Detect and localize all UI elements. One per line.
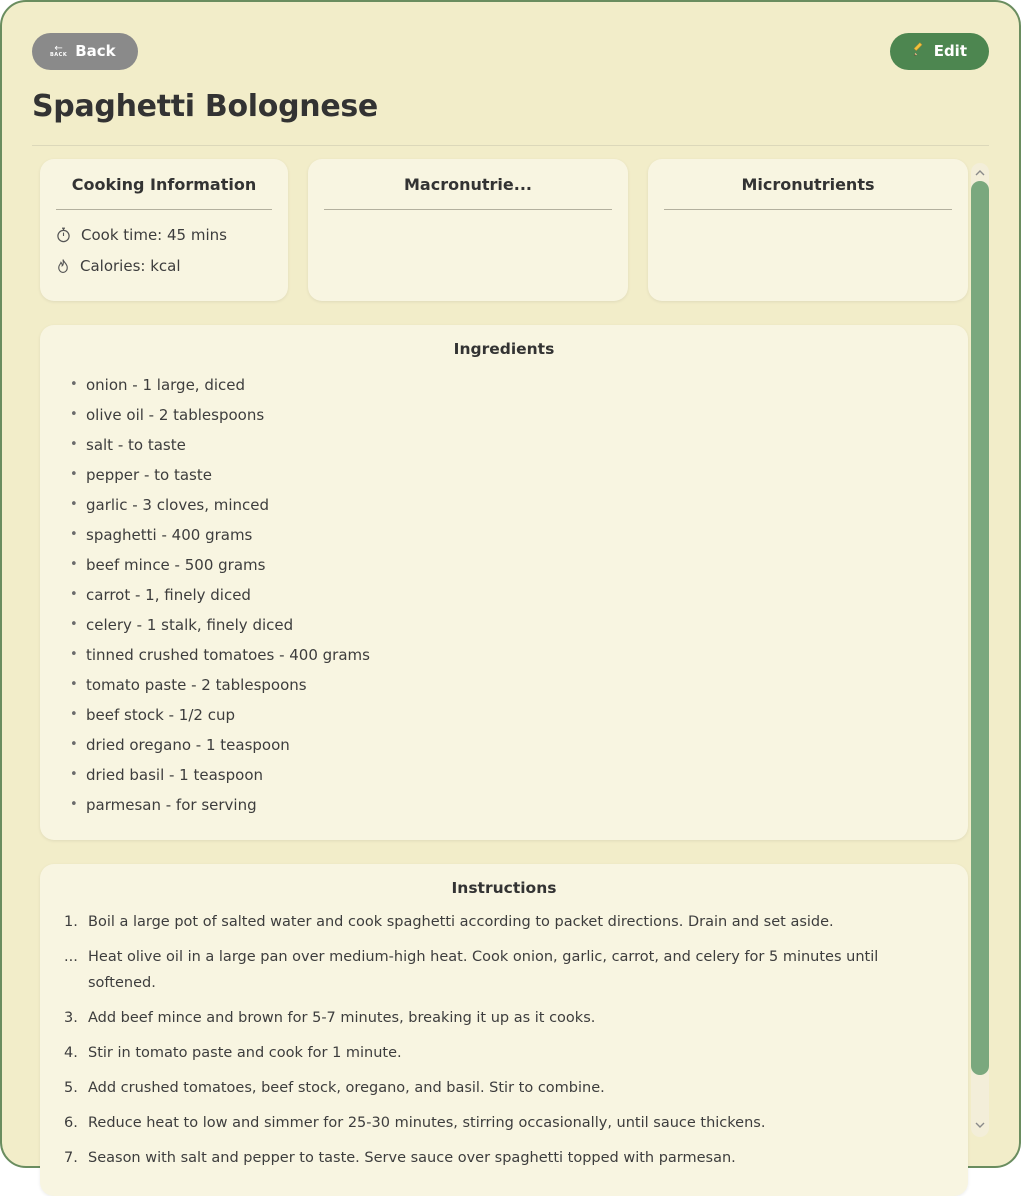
pencil-icon	[912, 44, 926, 58]
instruction-text: Heat olive oil in a large pan over medium-high heat. Cook onion, garlic, carrot, and celery for 5 minutes until softened.	[88, 949, 879, 991]
instruction-text: Stir in tomato paste and cook for 1 minute.	[88, 1045, 402, 1061]
back-icon: ← BACK	[50, 42, 68, 58]
instruction-item	[64, 1005, 944, 1031]
ingredient-item: • olive oil - 2 tablespoons	[64, 404, 944, 434]
topbar	[32, 32, 989, 70]
back-button[interactable]	[32, 33, 138, 70]
instruction-text: Add beef mince and brown for 5-7 minutes, breaking it up as it cooks.	[88, 1010, 596, 1026]
instruction-item	[64, 909, 944, 935]
instruction-item	[64, 944, 944, 996]
cooking-information-card	[40, 159, 288, 301]
ingredient-item: • tinned crushed tomatoes - 400 grams	[64, 644, 944, 674]
ingredients-card	[40, 325, 968, 840]
scrollbar[interactable]	[971, 163, 989, 1137]
instruction-text: Reduce heat to low and simmer for 25-30 minutes, stirring occasionally, until sauce thickens.	[88, 1115, 766, 1131]
ingredient-item: • dried basil - 1 teaspoon	[64, 764, 944, 794]
instructions-card	[40, 864, 968, 1196]
ingredient-item: • carrot - 1, finely diced	[64, 584, 944, 614]
ingredient-item: • pepper - to taste	[64, 464, 944, 494]
micronutrients-card	[648, 159, 968, 301]
macronutrients-card	[308, 159, 628, 301]
scroll-region	[32, 159, 989, 1166]
instructions-title: Instructions	[451, 879, 557, 897]
cooking-information-title: Cooking Information	[71, 175, 257, 194]
ingredients-title: Ingredients	[453, 340, 555, 358]
ingredient-item: • spaghetti - 400 grams	[64, 524, 944, 554]
card-divider	[56, 209, 272, 210]
instruction-marker: 1.	[64, 914, 78, 930]
instruction-text: Season with salt and pepper to taste. Serve sauce over spaghetti topped with parmesan.	[88, 1150, 736, 1166]
timer-icon	[56, 227, 71, 243]
instruction-item	[64, 1110, 944, 1136]
header-divider	[32, 145, 989, 146]
instruction-item	[64, 1075, 944, 1101]
instruction-marker: 6.	[64, 1115, 78, 1131]
ingredients-list	[64, 374, 944, 824]
ingredient-item: • celery - 1 stalk, finely diced	[64, 614, 944, 644]
ingredient-item: • parmesan - for serving	[64, 794, 944, 824]
cook-time-text: Cook time: 45 mins	[81, 226, 227, 244]
instruction-text: Add crushed tomatoes, beef stock, oregano, and basil. Stir to combine.	[88, 1080, 605, 1096]
calories-row	[56, 257, 272, 275]
ingredient-item: • onion - 1 large, diced	[64, 374, 944, 404]
card-divider	[324, 209, 612, 210]
instruction-text: Boil a large pot of salted water and cook spaghetti according to packet directions. Drain and set aside.	[88, 914, 834, 930]
instruction-marker: 4.	[64, 1045, 78, 1061]
scroll-up-button[interactable]	[971, 165, 989, 181]
ingredient-item: • garlic - 3 cloves, minced	[64, 494, 944, 524]
ingredient-item: • beef stock - 1/2 cup	[64, 704, 944, 734]
scroll-down-button[interactable]	[971, 1117, 989, 1133]
card-divider	[664, 209, 952, 210]
cook-time-row	[56, 226, 272, 244]
scrollbar-thumb[interactable]	[971, 181, 989, 1075]
instruction-item	[64, 1040, 944, 1066]
back-button-label: Back	[75, 42, 116, 60]
macronutrients-title: Macronutrie...	[404, 175, 532, 194]
instruction-marker: 5.	[64, 1080, 78, 1096]
flame-icon	[56, 258, 70, 274]
page-title: Spaghetti Bolognese	[32, 89, 378, 124]
instructions-list	[64, 909, 944, 1171]
calories-text: Calories: kcal	[80, 257, 181, 275]
micronutrients-title: Micronutrients	[741, 175, 875, 194]
chevron-down-icon	[975, 1122, 985, 1128]
instruction-item	[64, 1145, 944, 1171]
ingredient-item: • tomato paste - 2 tablespoons	[64, 674, 944, 704]
instruction-marker: 3.	[64, 1010, 78, 1026]
ingredient-item: • salt - to taste	[64, 434, 944, 464]
chevron-up-icon	[975, 170, 985, 176]
ingredient-item: • beef mince - 500 grams	[64, 554, 944, 584]
ingredient-item: • dried oregano - 1 teaspoon	[64, 734, 944, 764]
instruction-marker: 7.	[64, 1150, 78, 1166]
edit-button-label: Edit	[933, 42, 967, 60]
scroll-content	[40, 159, 968, 1196]
edit-button[interactable]	[890, 33, 989, 70]
instruction-marker: ...	[64, 949, 78, 965]
summary-cards-row	[40, 159, 968, 301]
